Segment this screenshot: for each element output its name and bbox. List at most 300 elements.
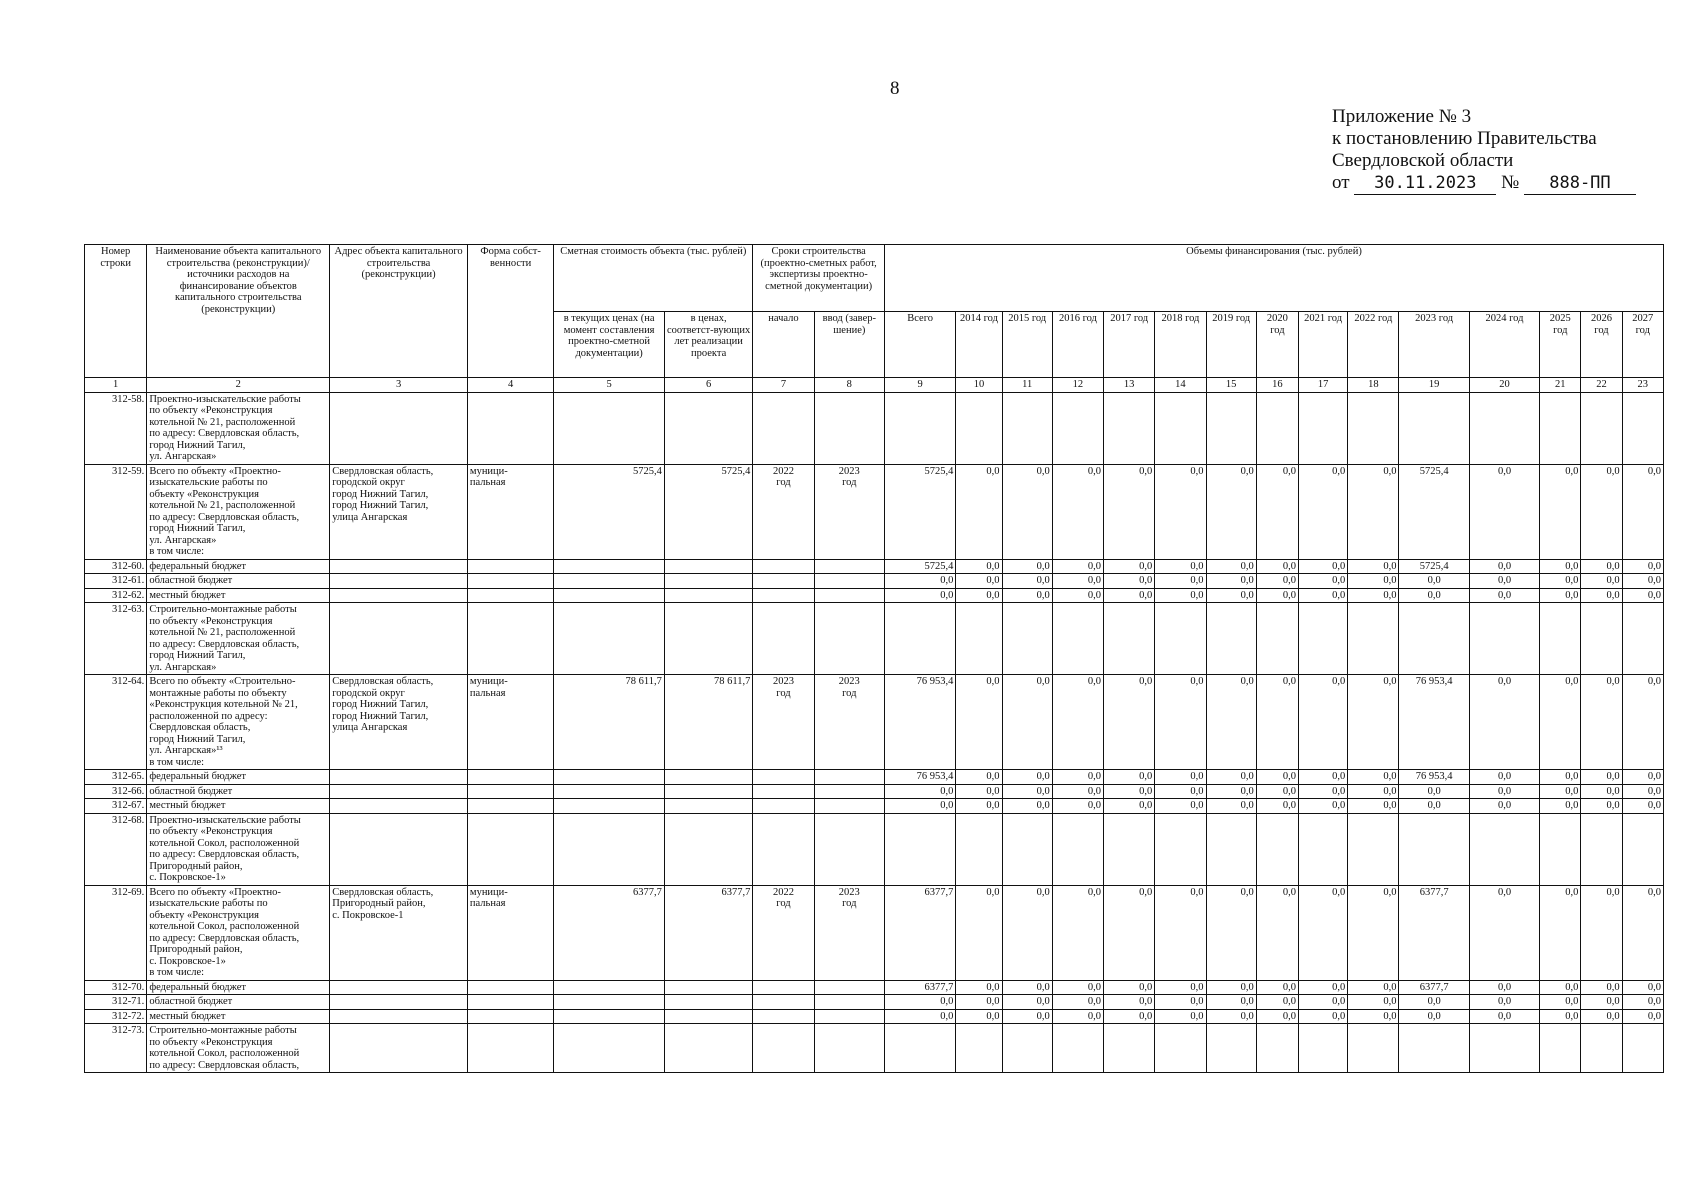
column-number: 17 xyxy=(1299,378,1348,393)
funding-year-value: 0,0 xyxy=(1622,1009,1663,1024)
funding-year-value: 6377,7 xyxy=(1399,980,1469,995)
funding-year-value xyxy=(1256,813,1298,885)
object-name: федеральный бюджет xyxy=(147,980,330,995)
column-number: 2 xyxy=(147,378,330,393)
object-name: Проектно-изыскательские работы по объекту «Реконструкция котельной № 21, расположенной по адресу: Свердловская область, город Нижний Тагил, ул. Ангарская» xyxy=(147,392,330,464)
header-total: Всего xyxy=(884,312,955,378)
column-number: 20 xyxy=(1469,378,1539,393)
funding-year-value xyxy=(1002,392,1052,464)
funding-year-value: 0,0 xyxy=(1581,799,1622,814)
funding-year-value: 0,0 xyxy=(1299,995,1348,1010)
funding-year-value: 0,0 xyxy=(1256,980,1298,995)
funding-year-value: 0,0 xyxy=(1052,574,1103,589)
cost-current-prices xyxy=(554,799,665,814)
header-start: начало xyxy=(753,312,814,378)
funding-year-value: 0,0 xyxy=(1002,980,1052,995)
header-row-number: Номер строки xyxy=(85,245,147,378)
cost-year-prices xyxy=(664,1009,752,1024)
start-year: 2023 год xyxy=(753,675,814,770)
funding-year-value xyxy=(1256,603,1298,675)
funding-year-value: 0,0 xyxy=(1469,770,1539,785)
ownership-form xyxy=(467,574,553,589)
financing-table xyxy=(84,244,1664,1073)
number-label: № xyxy=(1501,172,1520,193)
object-address xyxy=(330,799,468,814)
funding-year-value: 0,0 xyxy=(1052,588,1103,603)
end-year xyxy=(814,588,884,603)
ownership-form xyxy=(467,603,553,675)
funding-year-value xyxy=(1104,813,1155,885)
funding-year-value: 0,0 xyxy=(1002,784,1052,799)
funding-year-value: 0,0 xyxy=(1002,588,1052,603)
cost-current-prices xyxy=(554,559,665,574)
end-year xyxy=(814,980,884,995)
column-number: 11 xyxy=(1002,378,1052,393)
funding-year-value xyxy=(1155,813,1206,885)
funding-year-value: 0,0 xyxy=(1540,995,1581,1010)
column-number: 23 xyxy=(1622,378,1663,393)
funding-year-value xyxy=(1622,813,1663,885)
table-row xyxy=(85,995,1664,1010)
funding-year-value: 0,0 xyxy=(1155,784,1206,799)
funding-total: 0,0 xyxy=(884,799,955,814)
ownership-form xyxy=(467,1024,553,1073)
ownership-form xyxy=(467,588,553,603)
column-number: 1 xyxy=(85,378,147,393)
funding-year-value xyxy=(1399,392,1469,464)
funding-year-value: 0,0 xyxy=(1581,574,1622,589)
funding-year-value: 0,0 xyxy=(1581,995,1622,1010)
funding-year-value: 0,0 xyxy=(1104,574,1155,589)
funding-year-value xyxy=(956,392,1002,464)
end-year: 2023 год xyxy=(814,675,884,770)
row-number: 312-70. xyxy=(85,980,147,995)
header-year: 2027 год xyxy=(1622,312,1663,378)
funding-year-value: 0,0 xyxy=(1622,799,1663,814)
funding-year-value: 0,0 xyxy=(1104,784,1155,799)
funding-year-value: 0,0 xyxy=(1469,995,1539,1010)
column-number: 8 xyxy=(814,378,884,393)
funding-year-value: 0,0 xyxy=(1104,1009,1155,1024)
start-year xyxy=(753,799,814,814)
funding-year-value xyxy=(1155,603,1206,675)
funding-year-value: 0,0 xyxy=(1469,1009,1539,1024)
cost-year-prices: 78 611,7 xyxy=(664,675,752,770)
row-number: 312-58. xyxy=(85,392,147,464)
resolution-date: 30.11.2023 xyxy=(1354,172,1496,195)
funding-year-value xyxy=(1206,603,1256,675)
funding-year-value: 0,0 xyxy=(1299,464,1348,559)
cost-current-prices xyxy=(554,995,665,1010)
funding-year-value: 0,0 xyxy=(956,995,1002,1010)
object-name: Строительно-монтажные работы по объекту «Реконструкция котельной Сокол, расположенной по адресу: Свердловская область, xyxy=(147,1024,330,1073)
column-number: 7 xyxy=(753,378,814,393)
table-row xyxy=(85,784,1664,799)
funding-year-value: 0,0 xyxy=(1540,770,1581,785)
funding-year-value: 0,0 xyxy=(1002,574,1052,589)
ownership-form xyxy=(467,813,553,885)
funding-year-value xyxy=(1052,813,1103,885)
funding-year-value xyxy=(1104,1024,1155,1073)
column-number: 9 xyxy=(884,378,955,393)
funding-year-value: 0,0 xyxy=(1581,588,1622,603)
funding-year-value: 0,0 xyxy=(1348,464,1399,559)
funding-year-value: 0,0 xyxy=(1299,885,1348,980)
funding-year-value xyxy=(1206,1024,1256,1073)
appendix-line-2: к постановлению Правительства xyxy=(1332,128,1597,149)
funding-year-value: 0,0 xyxy=(1581,559,1622,574)
funding-year-value: 0,0 xyxy=(1399,588,1469,603)
start-year xyxy=(753,392,814,464)
funding-year-value: 0,0 xyxy=(956,1009,1002,1024)
funding-year-value: 0,0 xyxy=(956,588,1002,603)
object-name: Строительно-монтажные работы по объекту «Реконструкция котельной № 21, расположенной по адресу: Свердловская область, город Нижний Тагил, ул. Ангарская» xyxy=(147,603,330,675)
funding-year-value: 0,0 xyxy=(1581,784,1622,799)
end-year xyxy=(814,574,884,589)
cost-year-prices xyxy=(664,799,752,814)
funding-year-value: 0,0 xyxy=(1206,675,1256,770)
funding-year-value xyxy=(1622,603,1663,675)
funding-year-value: 0,0 xyxy=(1206,1009,1256,1024)
cost-year-prices xyxy=(664,1024,752,1073)
ownership-form xyxy=(467,980,553,995)
appendix-line-3: Свердловской области xyxy=(1332,150,1514,171)
cost-current-prices xyxy=(554,392,665,464)
header-cost-years: в ценах, соответст-вующих лет реализации проекта xyxy=(664,312,752,378)
funding-year-value: 0,0 xyxy=(1206,885,1256,980)
object-address xyxy=(330,995,468,1010)
funding-year-value: 0,0 xyxy=(956,885,1002,980)
funding-year-value xyxy=(1469,1024,1539,1073)
header-year: 2016 год xyxy=(1052,312,1103,378)
funding-year-value: 0,0 xyxy=(1052,464,1103,559)
funding-year-value: 0,0 xyxy=(1002,559,1052,574)
funding-year-value: 0,0 xyxy=(1104,464,1155,559)
header-year: 2023 год xyxy=(1399,312,1469,378)
funding-year-value xyxy=(1299,1024,1348,1073)
funding-year-value: 0,0 xyxy=(1104,559,1155,574)
start-year: 2022 год xyxy=(753,885,814,980)
funding-year-value: 0,0 xyxy=(1206,980,1256,995)
start-year xyxy=(753,784,814,799)
end-year: 2023 год xyxy=(814,464,884,559)
funding-year-value: 0,0 xyxy=(1155,675,1206,770)
funding-year-value: 0,0 xyxy=(1622,770,1663,785)
funding-year-value xyxy=(1002,603,1052,675)
start-year xyxy=(753,574,814,589)
funding-year-value: 0,0 xyxy=(1052,980,1103,995)
end-year xyxy=(814,770,884,785)
object-name: местный бюджет xyxy=(147,1009,330,1024)
funding-year-value: 0,0 xyxy=(1622,574,1663,589)
object-address xyxy=(330,559,468,574)
funding-total xyxy=(884,603,955,675)
funding-year-value: 0,0 xyxy=(956,559,1002,574)
funding-year-value xyxy=(1399,813,1469,885)
funding-year-value xyxy=(1052,1024,1103,1073)
funding-year-value: 76 953,4 xyxy=(1399,675,1469,770)
funding-year-value: 0,0 xyxy=(1155,464,1206,559)
funding-year-value: 0,0 xyxy=(1299,770,1348,785)
funding-year-value: 0,0 xyxy=(1469,464,1539,559)
funding-total: 0,0 xyxy=(884,1009,955,1024)
funding-year-value: 0,0 xyxy=(1622,995,1663,1010)
cost-year-prices: 5725,4 xyxy=(664,464,752,559)
funding-year-value: 0,0 xyxy=(1104,675,1155,770)
object-name: местный бюджет xyxy=(147,799,330,814)
funding-year-value: 0,0 xyxy=(1540,588,1581,603)
funding-year-value: 0,0 xyxy=(956,784,1002,799)
table-row xyxy=(85,603,1664,675)
end-year xyxy=(814,1024,884,1073)
funding-year-value xyxy=(1155,1024,1206,1073)
funding-year-value: 0,0 xyxy=(1299,799,1348,814)
funding-year-value: 0,0 xyxy=(1581,675,1622,770)
funding-year-value: 0,0 xyxy=(1206,574,1256,589)
funding-year-value: 5725,4 xyxy=(1399,464,1469,559)
funding-year-value xyxy=(1469,813,1539,885)
object-address xyxy=(330,603,468,675)
funding-year-value: 0,0 xyxy=(1002,1009,1052,1024)
funding-year-value: 0,0 xyxy=(1052,799,1103,814)
funding-total xyxy=(884,1024,955,1073)
header-address: Адрес объекта капитального строительства (реконструкции) xyxy=(330,245,468,378)
row-number: 312-64. xyxy=(85,675,147,770)
funding-year-value: 0,0 xyxy=(1206,464,1256,559)
funding-year-value: 0,0 xyxy=(1256,799,1298,814)
funding-year-value: 0,0 xyxy=(1155,770,1206,785)
funding-year-value xyxy=(1206,392,1256,464)
table-row xyxy=(85,813,1664,885)
object-name: местный бюджет xyxy=(147,588,330,603)
header-object-name: Наименование объекта капитального строительства (реконструкции)/ источники расходов на финансирование объектов капитального строительства (реконструкции) xyxy=(147,245,330,378)
ownership-form: муници- пальная xyxy=(467,885,553,980)
object-address xyxy=(330,574,468,589)
row-number: 312-68. xyxy=(85,813,147,885)
funding-year-value xyxy=(1540,813,1581,885)
funding-year-value xyxy=(1299,392,1348,464)
column-number: 15 xyxy=(1206,378,1256,393)
funding-total: 6377,7 xyxy=(884,980,955,995)
table-row xyxy=(85,464,1664,559)
funding-total xyxy=(884,813,955,885)
funding-year-value: 0,0 xyxy=(1622,559,1663,574)
funding-year-value: 0,0 xyxy=(1581,1009,1622,1024)
table-row xyxy=(85,980,1664,995)
cost-year-prices xyxy=(664,588,752,603)
row-number: 312-73. xyxy=(85,1024,147,1073)
end-year xyxy=(814,559,884,574)
object-address xyxy=(330,588,468,603)
row-number: 312-61. xyxy=(85,574,147,589)
start-year: 2022 год xyxy=(753,464,814,559)
funding-total: 5725,4 xyxy=(884,464,955,559)
funding-year-value xyxy=(1002,1024,1052,1073)
funding-total: 0,0 xyxy=(884,588,955,603)
table-row xyxy=(85,1024,1664,1073)
funding-total: 0,0 xyxy=(884,784,955,799)
column-number: 4 xyxy=(467,378,553,393)
row-number: 312-62. xyxy=(85,588,147,603)
funding-year-value: 0,0 xyxy=(1002,995,1052,1010)
object-address xyxy=(330,980,468,995)
funding-year-value: 0,0 xyxy=(956,980,1002,995)
funding-year-value: 0,0 xyxy=(1622,464,1663,559)
column-number: 12 xyxy=(1052,378,1103,393)
column-number: 5 xyxy=(554,378,665,393)
funding-year-value xyxy=(1256,392,1298,464)
end-year xyxy=(814,784,884,799)
table-row xyxy=(85,885,1664,980)
funding-year-value: 0,0 xyxy=(1622,784,1663,799)
funding-year-value: 0,0 xyxy=(1002,464,1052,559)
cost-current-prices xyxy=(554,1024,665,1073)
funding-year-value xyxy=(956,1024,1002,1073)
funding-year-value xyxy=(1299,603,1348,675)
funding-total: 0,0 xyxy=(884,995,955,1010)
column-number: 21 xyxy=(1540,378,1581,393)
funding-year-value: 0,0 xyxy=(1256,1009,1298,1024)
funding-year-value: 0,0 xyxy=(1256,574,1298,589)
funding-year-value: 0,0 xyxy=(1348,588,1399,603)
object-name: федеральный бюджет xyxy=(147,559,330,574)
funding-year-value xyxy=(1469,603,1539,675)
funding-year-value: 0,0 xyxy=(1540,1009,1581,1024)
header-funding-volumes: Объемы финансирования (тыс. рублей) xyxy=(884,245,1663,312)
funding-year-value: 0,0 xyxy=(1155,1009,1206,1024)
funding-year-value: 0,0 xyxy=(956,770,1002,785)
start-year xyxy=(753,770,814,785)
funding-year-value xyxy=(1622,1024,1663,1073)
funding-year-value: 0,0 xyxy=(1104,770,1155,785)
funding-year-value: 0,0 xyxy=(1206,784,1256,799)
funding-year-value: 0,0 xyxy=(956,464,1002,559)
row-number: 312-63. xyxy=(85,603,147,675)
row-number: 312-67. xyxy=(85,799,147,814)
row-number: 312-72. xyxy=(85,1009,147,1024)
column-number: 19 xyxy=(1399,378,1469,393)
cost-year-prices xyxy=(664,574,752,589)
table-row xyxy=(85,675,1664,770)
resolution-number: 888-ПП xyxy=(1524,172,1636,195)
header-year: 2022 год xyxy=(1348,312,1399,378)
funding-total: 76 953,4 xyxy=(884,675,955,770)
funding-year-value: 0,0 xyxy=(1348,885,1399,980)
cost-current-prices: 6377,7 xyxy=(554,885,665,980)
cost-year-prices xyxy=(664,770,752,785)
funding-year-value: 0,0 xyxy=(1348,559,1399,574)
funding-year-value xyxy=(1104,392,1155,464)
funding-year-value: 0,0 xyxy=(1155,980,1206,995)
funding-year-value: 0,0 xyxy=(1469,799,1539,814)
funding-year-value: 0,0 xyxy=(1256,675,1298,770)
funding-year-value xyxy=(1399,603,1469,675)
funding-year-value: 0,0 xyxy=(956,574,1002,589)
header-year: 2015 год xyxy=(1002,312,1052,378)
funding-total: 76 953,4 xyxy=(884,770,955,785)
funding-year-value: 0,0 xyxy=(1540,799,1581,814)
object-address xyxy=(330,392,468,464)
object-name: областной бюджет xyxy=(147,995,330,1010)
table-row xyxy=(85,559,1664,574)
header-year: 2014 год xyxy=(956,312,1002,378)
end-year: 2023 год xyxy=(814,885,884,980)
funding-year-value: 0,0 xyxy=(1622,675,1663,770)
cost-year-prices xyxy=(664,603,752,675)
funding-year-value: 0,0 xyxy=(1052,784,1103,799)
header-year: 2017 год xyxy=(1104,312,1155,378)
funding-year-value xyxy=(956,813,1002,885)
object-address: Свердловская область, городской округ город Нижний Тагил, город Нижний Тагил, улица Ангарская xyxy=(330,675,468,770)
object-address: Свердловская область, Пригородный район, с. Покровское-1 xyxy=(330,885,468,980)
cost-year-prices xyxy=(664,559,752,574)
from-label: от xyxy=(1332,172,1350,193)
funding-year-value xyxy=(1581,392,1622,464)
funding-year-value xyxy=(1581,603,1622,675)
table-row xyxy=(85,799,1664,814)
funding-year-value: 0,0 xyxy=(1052,675,1103,770)
appendix-title: Приложение № 3 xyxy=(1332,106,1472,127)
funding-year-value: 0,0 xyxy=(1299,588,1348,603)
ownership-form xyxy=(467,784,553,799)
table-row xyxy=(85,392,1664,464)
funding-year-value xyxy=(1104,603,1155,675)
funding-year-value: 0,0 xyxy=(1002,885,1052,980)
funding-year-value: 0,0 xyxy=(1206,799,1256,814)
object-name: Всего по объекту «Строительно- монтажные работы по объекту «Реконструкция котельной № 21, расположенной по адресу: Свердловская область, город Нижний Тагил, ул. Ангарская»¹³ в том числе: xyxy=(147,675,330,770)
funding-year-value: 0,0 xyxy=(1540,885,1581,980)
ownership-form xyxy=(467,559,553,574)
funding-year-value: 0,0 xyxy=(1155,574,1206,589)
funding-year-value: 0,0 xyxy=(1002,675,1052,770)
funding-year-value xyxy=(1540,603,1581,675)
start-year xyxy=(753,813,814,885)
ownership-form xyxy=(467,770,553,785)
funding-year-value: 0,0 xyxy=(1348,574,1399,589)
header-end: ввод (завер-шение) xyxy=(814,312,884,378)
funding-year-value xyxy=(1348,392,1399,464)
funding-year-value: 0,0 xyxy=(1206,770,1256,785)
header-year: 2021 год xyxy=(1299,312,1348,378)
funding-year-value: 0,0 xyxy=(1104,995,1155,1010)
funding-year-value: 0,0 xyxy=(1540,464,1581,559)
funding-year-value xyxy=(1256,1024,1298,1073)
column-number: 6 xyxy=(664,378,752,393)
funding-year-value: 0,0 xyxy=(1052,995,1103,1010)
funding-year-value: 0,0 xyxy=(1348,799,1399,814)
funding-year-value: 6377,7 xyxy=(1399,885,1469,980)
funding-year-value: 0,0 xyxy=(1399,799,1469,814)
funding-year-value xyxy=(1348,813,1399,885)
funding-year-value: 0,0 xyxy=(1104,980,1155,995)
column-numbers-row xyxy=(85,378,1664,393)
funding-year-value: 0,0 xyxy=(1622,980,1663,995)
funding-year-value: 0,0 xyxy=(1469,784,1539,799)
funding-year-value: 0,0 xyxy=(1155,559,1206,574)
table-row xyxy=(85,574,1664,589)
start-year xyxy=(753,980,814,995)
end-year xyxy=(814,603,884,675)
ownership-form xyxy=(467,799,553,814)
funding-year-value xyxy=(1052,392,1103,464)
funding-year-value xyxy=(1399,1024,1469,1073)
funding-year-value: 0,0 xyxy=(1256,588,1298,603)
funding-total: 5725,4 xyxy=(884,559,955,574)
column-number: 22 xyxy=(1581,378,1622,393)
funding-year-value: 0,0 xyxy=(1256,559,1298,574)
cost-year-prices xyxy=(664,784,752,799)
funding-year-value: 0,0 xyxy=(1540,559,1581,574)
